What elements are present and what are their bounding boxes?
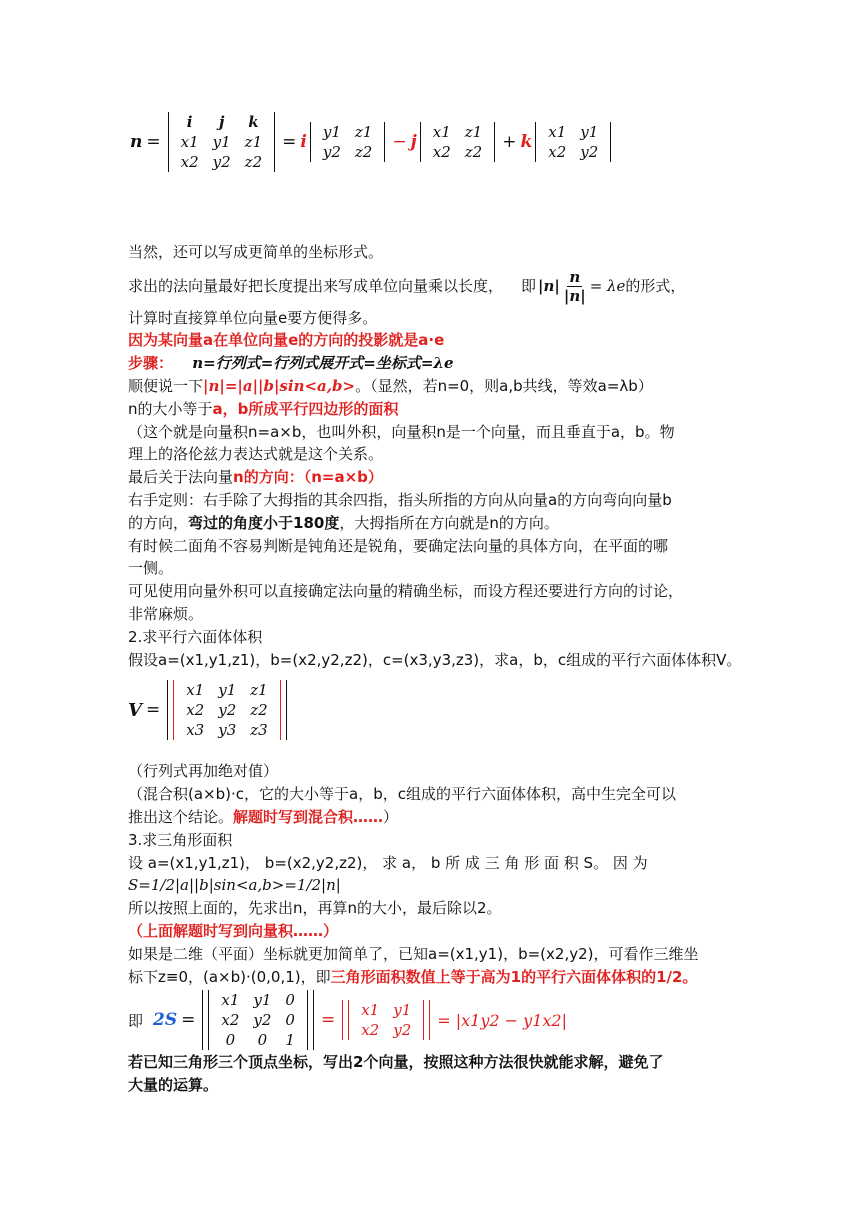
text-span: 标下z≡0，(a×b)·(0,0,1)，即 (128, 968, 331, 986)
text-span: 推出这个结论。 (128, 808, 234, 826)
det-cell: z1 (244, 133, 263, 151)
eq1-plus: + (502, 132, 517, 152)
eq1-equals: = (146, 132, 161, 152)
eq1-det-k (535, 122, 611, 162)
text-line (128, 398, 732, 420)
det-cell: x1 (432, 123, 451, 141)
eq1-det3 (168, 112, 276, 172)
det-cell: x2 (361, 1021, 380, 1039)
text-span: 的方向， (128, 514, 189, 532)
area-abs-bars (202, 990, 314, 1050)
eq1-det-i (310, 122, 385, 162)
text-line (128, 966, 732, 988)
text-line: 理上的洛伦兹力表达式就是这个关系。 (128, 445, 384, 463)
unit-fraction (562, 268, 588, 305)
det-cell: x1 (548, 123, 567, 141)
section-heading: 3.求三角形面积 (128, 831, 233, 849)
text-line-highlight: 因为某向量a在单位向量e的方向的投影就是a·e (128, 331, 445, 349)
det-cell: z2 (464, 143, 483, 161)
fraction-denominator: |n| (563, 286, 586, 305)
text-line-bold: 大量的运算。 (128, 1076, 219, 1094)
det-cell: 0 (285, 991, 295, 1009)
det-cell: y1 (212, 133, 231, 151)
text-line-highlight: （上面解题时写到向量积……） (128, 922, 339, 940)
text-line: 假设a=(x1,y1,z1)，b=(x2,y2,z2)，c=(x3,y3,z3)，求a，b，c组成的平行六面体体积V。 (128, 651, 742, 669)
det-cell: y2 (393, 1021, 412, 1039)
text-line: 可见使用向量外积可以直接确定法向量的精确坐标，而设方程还要进行方向的讨论， (128, 582, 684, 600)
area-det3 (208, 990, 308, 1050)
text-line (128, 466, 732, 488)
det-cell: z1 (464, 123, 483, 141)
det-cell: x2 (221, 1011, 240, 1029)
text-span: n的大小等于 (128, 400, 213, 418)
text-line: 设 a=(x1,y1,z1)， b=(x2,y2,z2)， 求 a， b 所 成 三 角 形 面 积 S。 因 为 (128, 854, 648, 872)
det-cell: 1 (285, 1031, 295, 1049)
det-cell: y1 (253, 991, 272, 1009)
det-cell: x3 (186, 721, 205, 739)
text-line-steps (128, 352, 732, 374)
det-cell: z1 (354, 123, 373, 141)
text-span: 即 (128, 1011, 144, 1030)
volume-abs-bars (167, 680, 287, 740)
det-cell: z1 (250, 681, 268, 699)
text-line: （混合积(a×b)·c，它的大小等于a，b，c组成的平行六面体体积，高中生完全可以 (128, 785, 676, 803)
area-abs-bars-2 (342, 1000, 430, 1040)
det-cell: y2 (253, 1011, 272, 1029)
text-line: 一侧。 (128, 559, 174, 577)
det-cell: 0 (257, 1031, 268, 1049)
text-line (128, 806, 732, 828)
text-line (128, 375, 732, 397)
text-span: 。（显然，若n=0，则a,b共线，等效a=λb） (355, 377, 653, 395)
det-cell: j (218, 113, 225, 131)
unit-j: j (410, 132, 417, 152)
text-line: 非常麻烦。 (128, 605, 204, 623)
det-cell: x1 (221, 991, 240, 1009)
section-heading: 2.求平行六面体体积 (128, 628, 263, 646)
text-span-red: 三角形面积数值上等于高为1的平行六面体体积的1/2。 (330, 968, 698, 986)
det-cell: x1 (361, 1001, 380, 1019)
text-span: 求出的法向量最好把长度提出来写成单位向量乘以长度， (128, 277, 504, 295)
text-span: 即 (521, 277, 537, 295)
steps-label: 步骤： (128, 354, 174, 372)
cross-product-equation (130, 112, 614, 172)
text-span: ，大拇指所在方向就是n的方向。 (339, 514, 559, 532)
det-cell: x2 (180, 153, 199, 171)
det-cell: y2 (212, 153, 231, 171)
det-cell: x2 (186, 701, 205, 719)
det-cell: z2 (354, 143, 373, 161)
det-cell: 0 (225, 1031, 236, 1049)
det-cell: y1 (218, 681, 237, 699)
det-cell: x1 (186, 681, 205, 699)
text-line: S=1/2|a||b|sin<a,b>=1/2|n| (128, 876, 341, 894)
det-cell: x2 (432, 143, 451, 161)
area-result: = |x1y2 − y1x2| (437, 1010, 567, 1030)
det-cell: k (248, 113, 259, 131)
eq1-lhs: n (130, 132, 143, 152)
volume-det (173, 680, 281, 740)
text-line: 有时候二面角不容易判断是钝角还是锐角，要确定法向量的具体方向，在平面的哪 (128, 537, 669, 555)
text-line: 所以按照上面的，先求出n，再算n的大小，最后除以2。 (128, 899, 502, 917)
unit-i: i (300, 132, 307, 152)
unit-k: k (520, 132, 533, 152)
det-cell: y1 (393, 1001, 412, 1019)
text-span: 的形式， (625, 277, 686, 295)
eq1-det-j (420, 122, 495, 162)
det-cell: 0 (285, 1011, 295, 1029)
text-line-bold: 若已知三角形三个顶点坐标，写出2个向量，按照这种方法很快就能求解，避免了 (128, 1053, 664, 1071)
det-cell: y1 (322, 123, 341, 141)
det-cell: z3 (250, 721, 268, 739)
area-equals-2: = (320, 1010, 336, 1030)
text-span: 最后关于法向量 (128, 468, 234, 486)
text-span: ） (383, 808, 399, 826)
text-span-red: |n|=|a||b|sin<a,b> (203, 377, 356, 395)
text-span-bold: 弯过的角度小于180度 (188, 514, 340, 532)
text-line: 如果是二维（平面）坐标就更加简单了，已知a=(x1,y1)，b=(x2,y2)，可看作三维坐 (128, 945, 699, 963)
det-cell: y3 (218, 721, 237, 739)
det-cell: y2 (580, 143, 599, 161)
volume-equation (128, 680, 290, 740)
det-cell: i (186, 113, 193, 131)
volume-equals: = (145, 700, 161, 720)
fraction-numerator: n (569, 267, 581, 286)
area-lhs: 2S (153, 1010, 178, 1030)
area-equation (128, 990, 567, 1050)
text-line: （行列式再加绝对值） (128, 762, 279, 780)
text-span: 顺便说一下 (128, 377, 204, 395)
text-line: （这个就是向量积n=a×b，也叫外积，向量积n是一个向量，而且垂直于a，b。物 (128, 423, 675, 441)
norm-n: |n| (538, 277, 560, 295)
text-line: 右手定则：右手除了大拇指的其余四指，指头所指的方向从向量a的方向弯向向量b (128, 491, 672, 509)
det-cell: y2 (322, 143, 341, 161)
text-span-red: n的方向：（n=a×b） (233, 468, 383, 486)
text-line: 当然，还可以写成更简单的坐标形式。 (128, 243, 384, 261)
det-cell: y1 (580, 123, 599, 141)
eq1-equals-2: = (282, 132, 297, 152)
text-span-red: 解题时写到混合积…… (233, 808, 384, 826)
area-det2 (348, 1000, 424, 1040)
det-cell: z2 (244, 153, 263, 171)
text-span-red: a，b所成平行四边形的面积 (212, 400, 399, 418)
det-cell: z2 (250, 701, 268, 719)
lambda-e: = λe (589, 277, 626, 295)
det-cell: y2 (218, 701, 237, 719)
det-cell: x1 (180, 133, 199, 151)
text-line (128, 512, 732, 534)
steps-formula: n=行列式=行列式展开式=坐标式=λe (192, 354, 454, 372)
text-line-unit-vector (128, 268, 732, 304)
volume-lhs: V (128, 699, 142, 721)
area-equals: = (181, 1010, 196, 1030)
det-cell: x2 (548, 143, 567, 161)
eq1-minus: − (392, 132, 407, 152)
text-line: 计算时直接算单位向量e要方便得多。 (128, 309, 378, 327)
